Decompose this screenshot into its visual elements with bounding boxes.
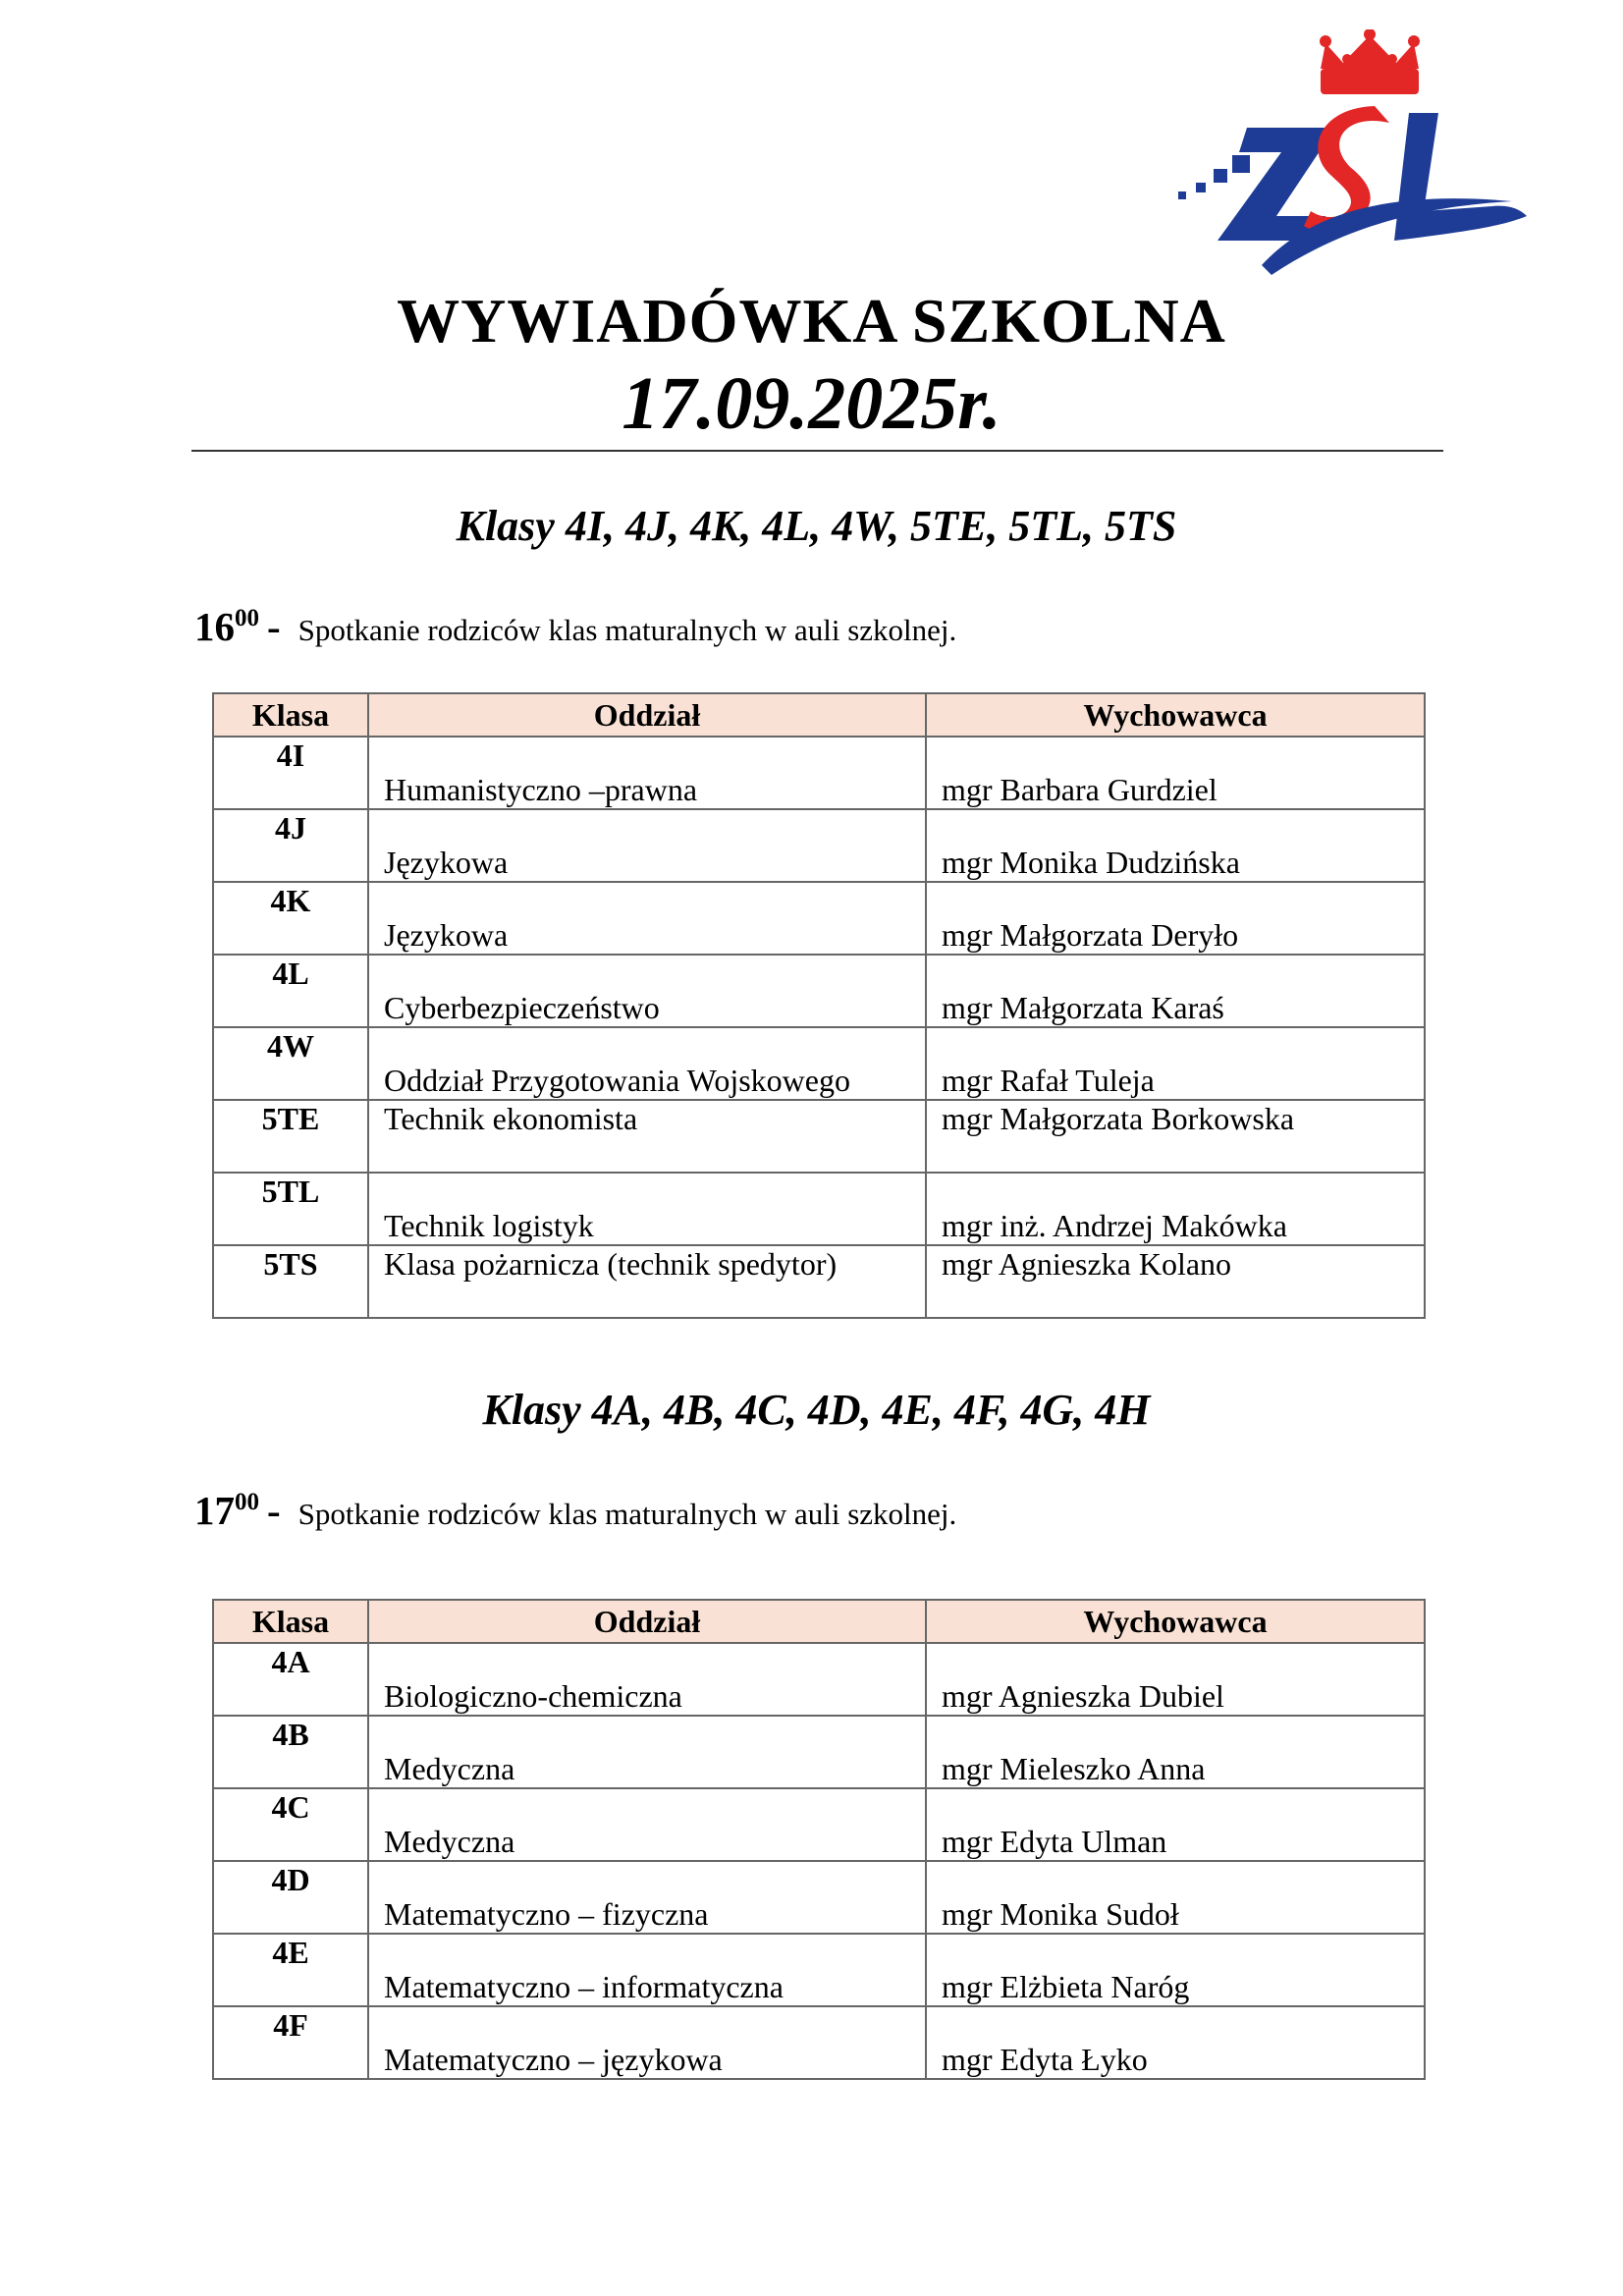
time-minutes: 00: [235, 1489, 259, 1515]
class-profile: Językowa: [368, 809, 926, 882]
class-teacher: mgr Agnieszka Kolano: [926, 1245, 1425, 1318]
class-code: 4B: [213, 1716, 368, 1788]
meeting-date: 17.09.2025r.: [622, 362, 1001, 445]
class-teacher: mgr Edyta Ulman: [926, 1788, 1425, 1861]
time-dash: -: [267, 1488, 281, 1533]
table-row: [213, 1100, 1425, 1173]
class-teacher: mgr Monika Dudzińska: [926, 809, 1425, 882]
table-row: [213, 2006, 1425, 2079]
class-profile: Humanistyczno –prawna: [368, 737, 926, 809]
classes-table-1: [212, 692, 1426, 1319]
class-teacher: mgr Agnieszka Dubiel: [926, 1643, 1425, 1716]
class-profile: Oddział Przygotowania Wojskowego: [368, 1027, 926, 1100]
class-code: 4F: [213, 2006, 368, 2079]
table-row: [213, 1173, 1425, 1245]
class-profile: Medyczna: [368, 1788, 926, 1861]
title-divider: [191, 450, 1443, 452]
column-header-klasa: Klasa: [213, 1600, 368, 1643]
class-code: 4K: [213, 882, 368, 955]
table-row: [213, 809, 1425, 882]
meeting-description: Spotkanie rodziców klas maturalnych w auli szkolnej.: [298, 1497, 957, 1531]
table-row: [213, 1245, 1425, 1318]
class-profile: Językowa: [368, 882, 926, 955]
zsl-logo-icon: [1178, 29, 1532, 285]
table-row: [213, 1643, 1425, 1716]
class-profile: Matematyczno – informatyczna: [368, 1934, 926, 2006]
column-header-oddzial: Oddział: [368, 693, 926, 737]
class-code: 4E: [213, 1934, 368, 2006]
class-code: 5TL: [213, 1173, 368, 1245]
table-header-row: [213, 693, 1425, 737]
time-minutes: 00: [235, 605, 259, 631]
class-code: 4L: [213, 955, 368, 1027]
time-hour: 16: [194, 604, 235, 649]
class-teacher: mgr Małgorzata Deryło: [926, 882, 1425, 955]
table-row: [213, 882, 1425, 955]
class-code: 5TE: [213, 1100, 368, 1173]
meeting-time-line-2: [194, 1487, 956, 1534]
column-header-wychowawca: Wychowawca: [926, 1600, 1425, 1643]
table-row: [213, 1788, 1425, 1861]
table-row: [213, 955, 1425, 1027]
class-teacher: mgr inż. Andrzej Makówka: [926, 1173, 1425, 1245]
page-title: WYWIADÓWKA SZKOLNA: [397, 286, 1226, 355]
meeting-time-line-1: [194, 603, 956, 650]
class-profile: Biologiczno-chemiczna: [368, 1643, 926, 1716]
class-code: 5TS: [213, 1245, 368, 1318]
table-row: [213, 1027, 1425, 1100]
class-profile: Technik logistyk: [368, 1173, 926, 1245]
class-code: 4I: [213, 737, 368, 809]
column-header-klasa: Klasa: [213, 693, 368, 737]
class-profile: Technik ekonomista: [368, 1100, 926, 1173]
table-row: [213, 1861, 1425, 1934]
class-teacher: mgr Rafał Tuleja: [926, 1027, 1425, 1100]
class-teacher: mgr Małgorzata Karaś: [926, 955, 1425, 1027]
time-dash: -: [267, 604, 281, 649]
class-profile: Klasa pożarnicza (technik spedytor): [368, 1245, 926, 1318]
column-header-wychowawca: Wychowawca: [926, 693, 1425, 737]
table-row: [213, 737, 1425, 809]
class-code: 4C: [213, 1788, 368, 1861]
class-teacher: mgr Elżbieta Naróg: [926, 1934, 1425, 2006]
class-teacher: mgr Monika Sudoł: [926, 1861, 1425, 1934]
classes-table-2: [212, 1599, 1426, 2080]
table-row: [213, 1716, 1425, 1788]
time-hour: 17: [194, 1488, 235, 1533]
class-profile: Matematyczno – językowa: [368, 2006, 926, 2079]
class-teacher: mgr Mieleszko Anna: [926, 1716, 1425, 1788]
class-code: 4J: [213, 809, 368, 882]
section-heading-1: Klasy 4I, 4J, 4K, 4L, 4W, 5TE, 5TL, 5TS: [456, 502, 1177, 550]
class-code: 4D: [213, 1861, 368, 1934]
class-code: 4W: [213, 1027, 368, 1100]
class-profile: Medyczna: [368, 1716, 926, 1788]
class-profile: Cyberbezpieczeństwo: [368, 955, 926, 1027]
class-teacher: mgr Barbara Gurdziel: [926, 737, 1425, 809]
meeting-description: Spotkanie rodziców klas maturalnych w auli szkolnej.: [298, 613, 957, 647]
class-teacher: mgr Małgorzata Borkowska: [926, 1100, 1425, 1173]
class-profile: Matematyczno – fizyczna: [368, 1861, 926, 1934]
section-heading-2: Klasy 4A, 4B, 4C, 4D, 4E, 4F, 4G, 4H: [482, 1386, 1151, 1434]
table-header-row: [213, 1600, 1425, 1643]
class-teacher: mgr Edyta Łyko: [926, 2006, 1425, 2079]
table-row: [213, 1934, 1425, 2006]
class-code: 4A: [213, 1643, 368, 1716]
column-header-oddzial: Oddział: [368, 1600, 926, 1643]
